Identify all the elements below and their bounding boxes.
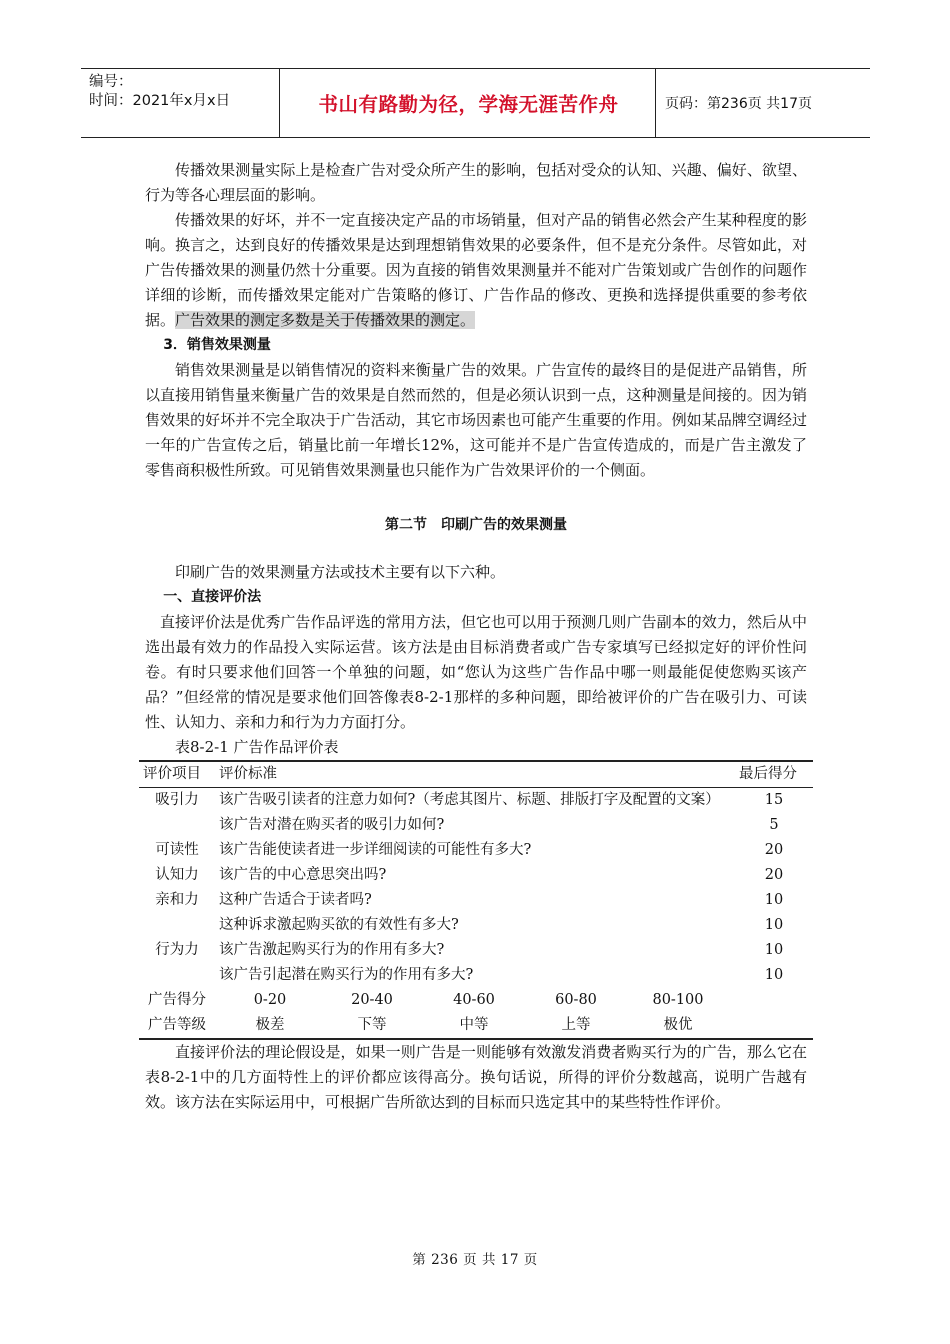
criteria-text: 该广告对潜在购买者的吸引力如何?	[219, 817, 445, 833]
criteria-text: 该广告吸引读者的注意力如何?（考虑其图片、标题、排版打字及配置的文案）	[219, 792, 720, 808]
table-row	[139, 813, 813, 838]
table-body	[139, 788, 813, 1040]
document-body	[145, 158, 807, 1115]
header-date: 时间：2021年x月x日	[89, 93, 231, 109]
criteria-score: 20	[764, 842, 784, 858]
criteria-score: 10	[764, 967, 784, 983]
grade-row-label: 广告等级	[148, 1017, 206, 1033]
criteria-score: 10	[764, 942, 784, 958]
criteria-item	[139, 963, 215, 988]
grade-row	[139, 1013, 813, 1039]
criteria-text: 该广告的中心意思突出吗?	[219, 867, 387, 883]
paragraph: 直接评价法的理论假设是，如果一则广告是一则能够有效激发消费者购买行为的广告，那么它在表8-2-1中的几方面特性上的评价都应该得高分。换句话说，所得的评价分数越高，说明广告越有效。该方法在实际运用中，可根据广告所欲达到的目标而只选定其中的某些特性作评价。	[145, 1043, 807, 1111]
evaluation-table	[139, 760, 813, 1040]
column-header: 评价标准	[215, 761, 735, 788]
paragraph: 印刷广告的效果测量方法或技术主要有以下六种。	[175, 563, 506, 581]
page-footer: 第 236 页 共 17 页	[412, 1252, 538, 1268]
criteria-text: 这种诉求激起购买欲的有效性有多大?	[219, 917, 459, 933]
criteria-score: 20	[764, 867, 784, 883]
table-row	[139, 838, 813, 863]
grade-value: 上等	[561, 1017, 591, 1033]
score-range: 40-60	[453, 992, 495, 1008]
header-divider	[655, 69, 656, 137]
paragraph: 直接评价法是优秀广告作品评选的常用方法，但它也可以用于预测几则广告副本的效力，然后从中选出最有效力的作品投入实际运营。该方法是由目标消费者或广告专家填写已经拟定好的评价性问卷。有时只要求他们回答一个单独的问题，如“您认为这些广告作品中哪一则最能促使您购买该产品？”但经常的情况是要求他们回答像表8-2-1那样的多种问题，即给被评价的广告在吸引力、可读性、认知力、亲和力和行为力方面打分。	[145, 613, 807, 731]
grade-row-values	[215, 1013, 813, 1039]
criteria-item: 吸引力	[155, 792, 199, 808]
grade-value: 极优	[663, 1017, 693, 1033]
highlighted-text: 广告效果的测定多数是关于传播效果的测定。	[175, 311, 476, 329]
table-row	[139, 963, 813, 988]
criteria-item: 行为力	[155, 942, 199, 958]
score-range-row-values	[215, 988, 813, 1013]
subsection-heading: 一、直接评价法	[163, 589, 262, 605]
page-header	[81, 68, 870, 138]
grade-value: 极差	[255, 1017, 285, 1033]
table-row	[139, 863, 813, 888]
subsection-heading: 3．销售效果测量	[163, 337, 271, 353]
header-motto: 书山有路勤为径，学海无涯苦作舟	[318, 93, 619, 116]
score-range-row-label: 广告得分	[148, 992, 206, 1008]
grade-value: 中等	[459, 1017, 489, 1033]
score-range: 0-20	[253, 992, 287, 1008]
column-header: 最后得分	[735, 761, 813, 788]
table-row	[139, 788, 813, 814]
criteria-text: 这种广告适合于读者吗?	[219, 892, 372, 908]
header-page-info: 页码：第236页 共17页	[665, 96, 812, 112]
header-divider	[279, 69, 280, 137]
paragraph-text: 传播效果的好坏，并不一定直接决定产品的市场销量，但对产品的销售必然会产生某种程度的影响。换言之，达到良好的传播效果是达到理想销售效果的必要条件，但不是充分条件。尽管如此，对广告传播效果的测量仍然十分重要。因为直接的销售效果测量并不能对广告策划或广告创作的问题作详细的诊断，而传播效果定能对广告策略的修订、广告作品的修改、更换和选择提供重要的参考依据。	[145, 211, 807, 329]
header-meta	[89, 73, 279, 111]
criteria-score: 5	[769, 817, 779, 833]
criteria-item	[139, 913, 215, 938]
criteria-score: 10	[764, 917, 784, 933]
criteria-item	[139, 813, 215, 838]
criteria-text: 该广告激起购买行为的作用有多大?	[219, 942, 445, 958]
score-range: 20-40	[351, 992, 393, 1008]
criteria-text: 该广告能使读者进一步详细阅读的可能性有多大?	[219, 842, 532, 858]
column-header: 评价项目	[139, 761, 215, 788]
criteria-item: 可读性	[155, 842, 199, 858]
criteria-text: 该广告引起潜在购买行为的作用有多大?	[219, 967, 474, 983]
score-range: 60-80	[555, 992, 597, 1008]
table-caption: 表8-2-1 广告作品评价表	[175, 738, 339, 756]
paragraph	[145, 208, 807, 333]
table-header-row	[139, 761, 813, 788]
table-row	[139, 888, 813, 913]
criteria-item: 亲和力	[155, 892, 199, 908]
section-title: 第二节 印刷广告的效果测量	[385, 517, 567, 533]
criteria-score: 10	[764, 892, 784, 908]
paragraph: 销售效果测量是以销售情况的资料来衡量广告的效果。广告宣传的最终目的是促进产品销售，所以直接用销售量来衡量广告的效果是自然而然的，但是必须认识到一点，这种测量是间接的。因为销售效果的好坏并不完全取决于广告活动，其它市场因素也可能产生重要的作用。例如某品牌空调经过一年的广告宣传之后，销量比前一年增长12%，这可能并不是广告宣传造成的，而是广告主激发了零售商积极性所致。可见销售效果测量也只能作为广告效果评价的一个侧面。	[145, 361, 807, 479]
table-row	[139, 938, 813, 963]
criteria-item: 认知力	[155, 867, 199, 883]
score-range-row	[139, 988, 813, 1013]
score-range: 80-100	[652, 992, 704, 1008]
grade-value: 下等	[357, 1017, 387, 1033]
paragraph: 传播效果测量实际上是检查广告对受众所产生的影响，包括对受众的认知、兴趣、偏好、欲望、行为等各心理层面的影响。	[145, 161, 807, 204]
header-number-label: 编号：	[89, 74, 133, 90]
criteria-score: 15	[764, 792, 784, 808]
table-row	[139, 913, 813, 938]
